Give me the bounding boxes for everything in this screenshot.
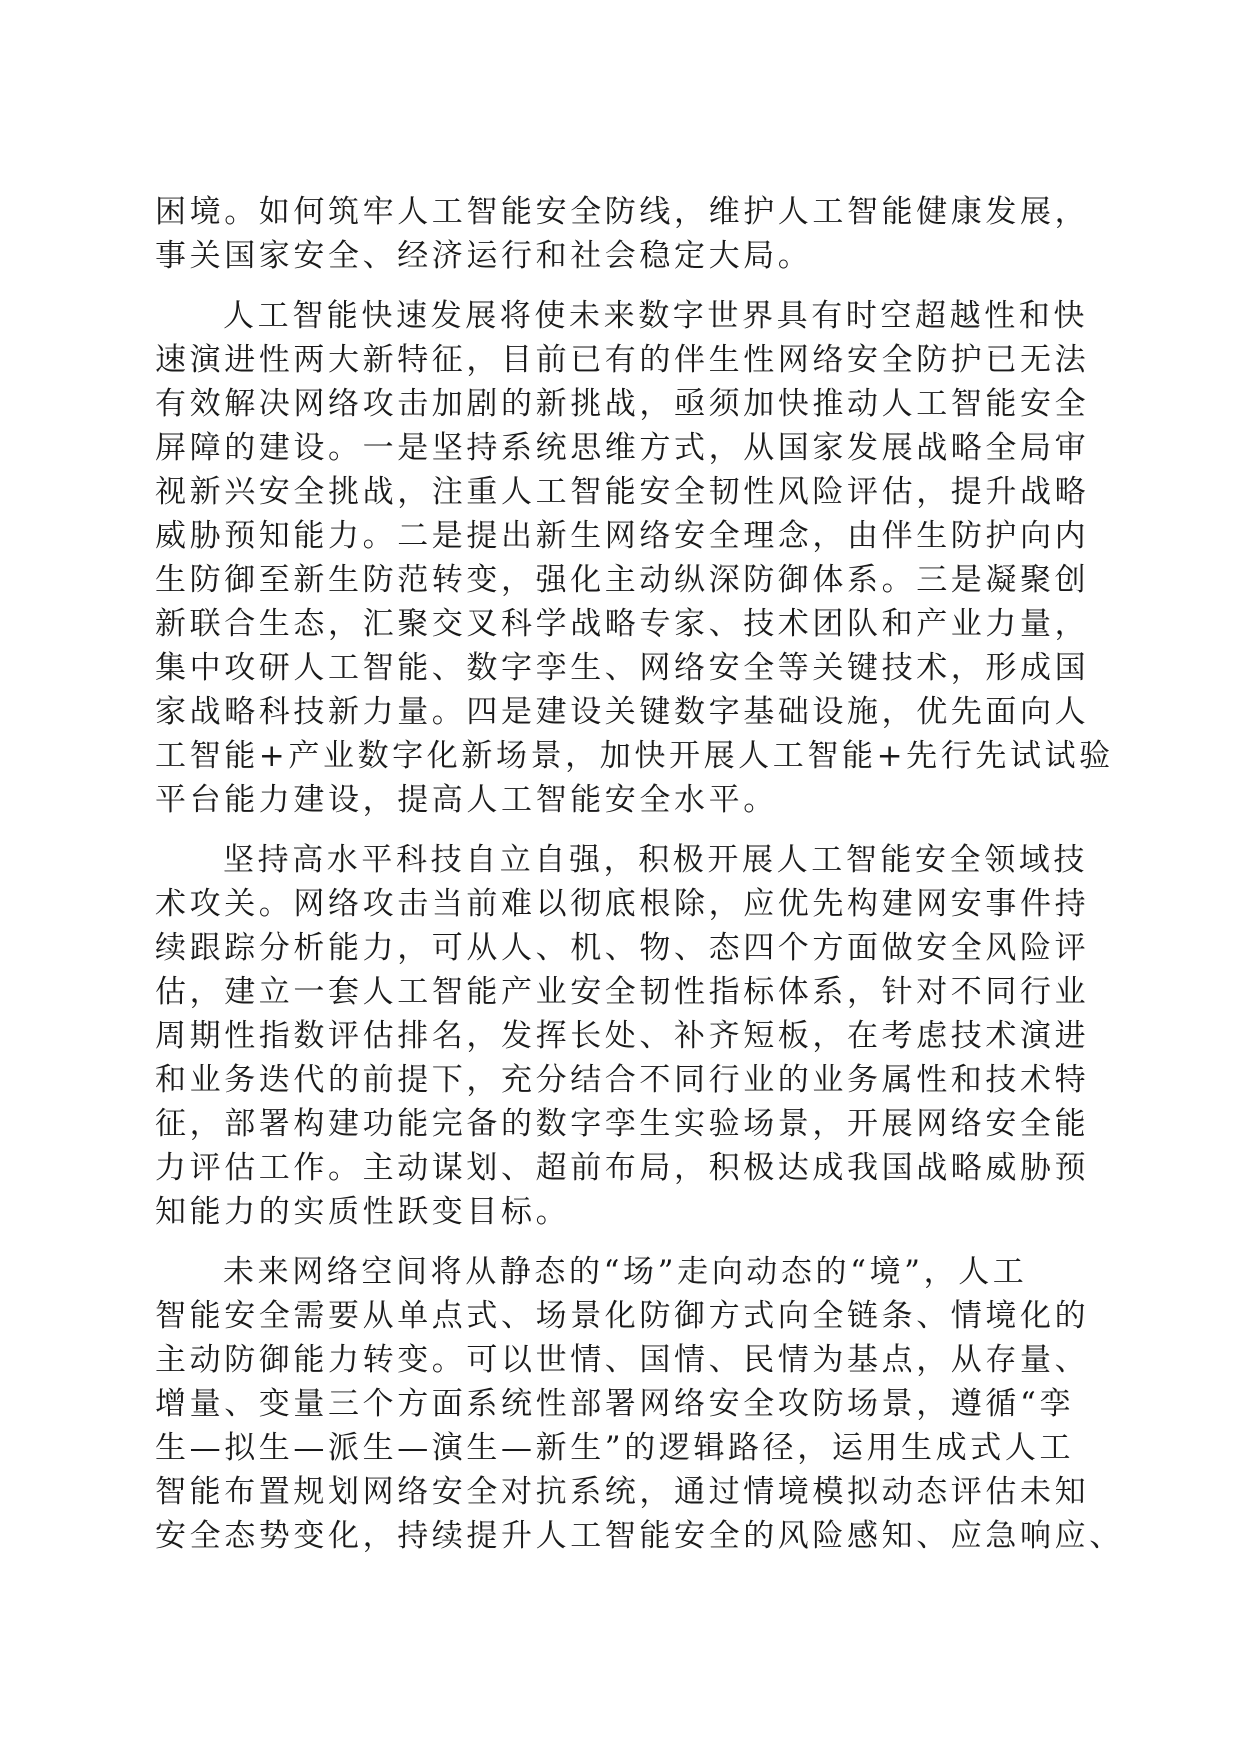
text-line: 征，部署构建功能完备的数字孪生实验场景，开展网络安全能 (155, 1106, 1090, 1142)
text-line: 事关国家安全、经济运行和社会稳定大局。 (155, 238, 813, 274)
text-line: 视新兴安全挑战，注重人工智能安全韧性风险评估，提升战略 (155, 474, 1090, 510)
text-line: 知能力的实质性跃变目标。 (155, 1194, 571, 1230)
text-line: 新联合生态，汇聚交叉科学战略专家、技术团队和产业力量， (155, 606, 1090, 642)
paragraph (155, 838, 1090, 1234)
text-line: 家战略科技新力量。四是建设关键数字基础设施，优先面向人 (155, 694, 1090, 730)
text-line: 工智能+产业数字化新场景，加快开展人工智能+先行先试试验 (155, 738, 1114, 774)
text-line: 坚持高水平科技自立自强，积极开展人工智能安全领域技 (223, 842, 1088, 878)
text-line: 安全态势变化，持续提升人工智能安全的风险感知、应急响应、 (155, 1518, 1124, 1554)
text-line: 有效解决网络攻击加剧的新挑战，亟须加快推动人工智能安全 (155, 386, 1090, 422)
text-line: 生—拟生—派生—演生—新生”的逻辑路径，运用生成式人工 (155, 1430, 1075, 1466)
text-line: 估，建立一套人工智能产业安全韧性指标体系，针对不同行业 (155, 974, 1090, 1010)
text-line: 术攻关。网络攻击当前难以彻底根除，应优先构建网安事件持 (155, 886, 1090, 922)
text-line: 和业务迭代的前提下，充分结合不同行业的业务属性和技术特 (155, 1062, 1090, 1098)
text-line: 生防御至新生防范转变，强化主动纵深防御体系。三是凝聚创 (155, 562, 1090, 598)
text-line: 周期性指数评估排名，发挥长处、补齐短板，在考虑技术演进 (155, 1018, 1090, 1054)
paragraph (155, 294, 1114, 822)
paragraph (155, 190, 1090, 278)
text-line: 智能布置规划网络安全对抗系统，通过情境模拟动态评估未知 (155, 1474, 1090, 1510)
body-text (155, 190, 1124, 1558)
text-line: 威胁预知能力。二是提出新生网络安全理念，由伴生防护向内 (155, 518, 1090, 554)
text-line: 力评估工作。主动谋划、超前布局，积极达成我国战略威胁预 (155, 1150, 1090, 1186)
text-line: 续跟踪分析能力，可从人、机、物、态四个方面做安全风险评 (155, 930, 1090, 966)
text-line: 智能安全需要从单点式、场景化防御方式向全链条、情境化的 (155, 1298, 1090, 1334)
text-line: 集中攻研人工智能、数字孪生、网络安全等关键技术，形成国 (155, 650, 1090, 686)
text-line: 主动防御能力转变。可以世情、国情、民情为基点，从存量、 (155, 1342, 1090, 1378)
text-line: 人工智能快速发展将使未来数字世界具有时空超越性和快 (223, 298, 1088, 334)
paragraph (155, 1250, 1124, 1558)
text-line: 增量、变量三个方面系统性部署网络安全攻防场景，遵循“孪 (155, 1386, 1075, 1422)
text-line: 屏障的建设。一是坚持系统思维方式，从国家发展战略全局审 (155, 430, 1090, 466)
text-line: 未来网络空间将从静态的“场”走向动态的“境”，人工 (223, 1254, 1028, 1290)
text-line: 速演进性两大新特征，目前已有的伴生性网络安全防护已无法 (155, 342, 1090, 378)
text-line: 平台能力建设，提高人工智能安全水平。 (155, 782, 778, 818)
text-line: 困境。如何筑牢人工智能安全防线，维护人工智能健康发展， (155, 194, 1090, 230)
